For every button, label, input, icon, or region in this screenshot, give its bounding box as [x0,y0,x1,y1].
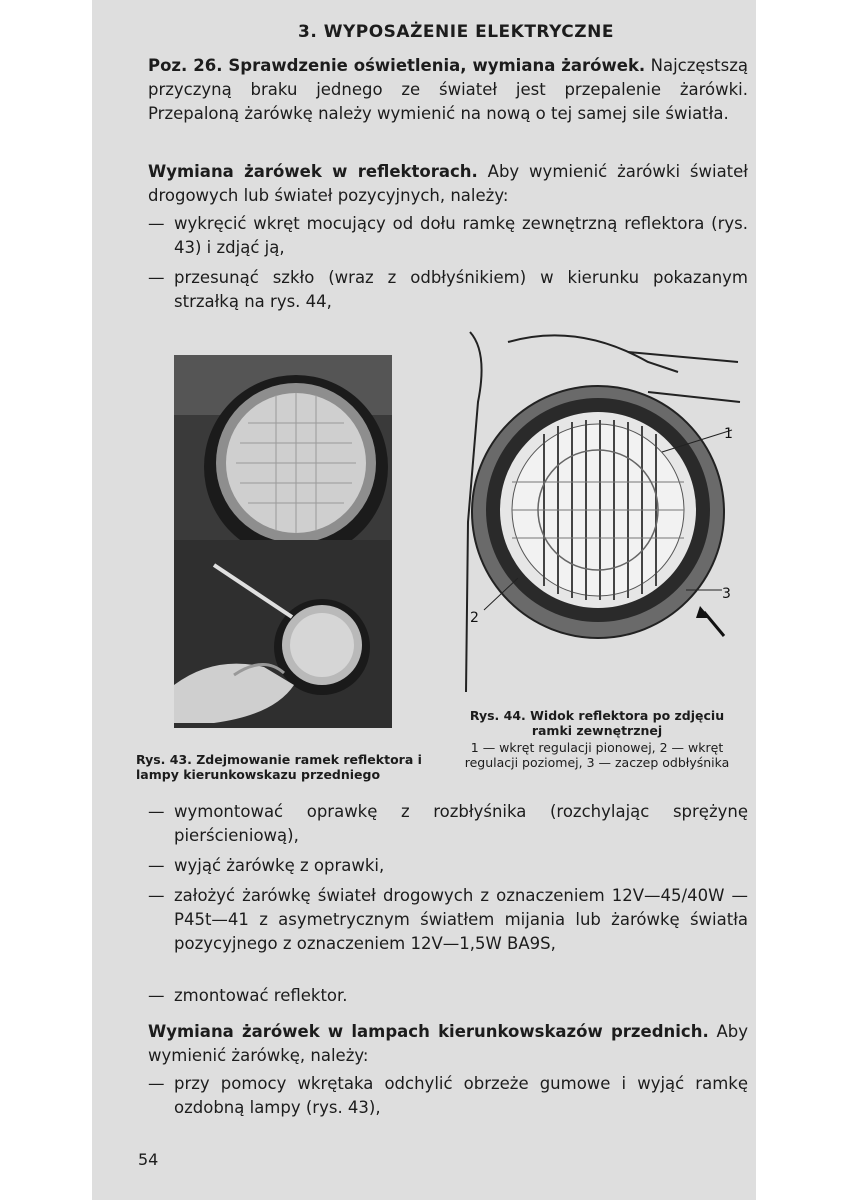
headlight-photo-illustration [174,355,392,728]
callout-label-3: 3 [722,586,731,602]
paragraph-text: Aby wymienić żarówkę, należy: [148,1022,748,1065]
paragraph-text: Aby wymienić żarówki świateł drogowych lub świateł pozycyjnych, należy: [148,162,748,205]
paragraph-lead: Poz. 26. Sprawdzenie oświetlenia, wymiana żarówek. [148,56,646,75]
list-item-text: wykręcić wkręt mocujący od dołu ramkę zewnętrzną reflektora (rys. 43) i zdjąć ją, [174,214,748,257]
list-dash: — [148,1074,165,1093]
paragraph-headlight-bulbs [148,160,748,208]
list-item-text: założyć żarówkę świateł drogowych z oznaczeniem 12V—45/40W — P45t—41 z asymetrycznym światłem mijania lub żarówkę światła pozycyjnego z oznaczeniem 12V—1,5W BA9S, [174,886,748,953]
list-dash: — [148,986,165,1005]
list-dash: — [148,856,165,875]
figure-44-drawing [448,322,748,692]
callout-label-1: 1 [724,426,733,442]
list-item [148,266,748,314]
list-dash: — [148,802,165,821]
callout-label-2: 2 [470,610,479,626]
headlight-drawing-illustration [448,322,748,692]
list-item-text: przy pomocy wkrętaka odchylić obrzeże gumowe i wyjąć ramkę ozdobną lampy (rys. 43), [174,1074,748,1117]
paragraph-lead: Wymiana żarówek w reflektorach. [148,162,478,181]
list-dash: — [148,886,165,905]
list-dash: — [148,214,165,233]
list-item [148,984,748,1008]
page-number: 54 [138,1150,159,1169]
list-dash: — [148,268,165,287]
paragraph-inspection [148,54,748,126]
list-item-text: wyjąć żarówkę z oprawki, [174,856,385,875]
figure-44-caption: Rys. 44. Widok reflektora po zdjęciu ramki zewnętrznej [469,708,725,738]
list-item [148,884,748,956]
list-item [148,212,748,260]
figure-43-photo [174,355,392,728]
list-item [148,854,748,878]
figure-44-legend: 1 — wkręt regulacji pionowej, 2 — wkręt regulacji poziomej, 3 — zaczep odbłyśnika [464,740,730,770]
list-item [148,1072,748,1120]
list-item-text: zmontować reflektor. [174,986,348,1005]
figure-43-caption: Rys. 43. Zdejmowanie ramek reflektora i lampy kierunkowskazu przedniego [136,752,422,782]
paragraph-lead: Wymiana żarówek w lampach kierunkowskazów przednich. [148,1022,709,1041]
list-item [148,800,748,848]
list-item-text: przesunąć szkło (wraz z odbłyśnikiem) w kierunku pokazanym strzałką na rys. 44, [174,268,748,311]
paragraph-indicator-bulbs [148,1020,748,1068]
list-item-text: wymontować oprawkę z rozbłyśnika (rozchylając sprężynę pierścieniową), [174,802,748,845]
paragraph-text: Najczęstszą przyczyną braku jednego ze świateł jest przepalenie żarówki. Przepaloną żarówkę należy wymienić na nową o tej samej sile światła. [148,56,748,123]
section-title: 3. WYPOSAŻENIE ELEKTRYCZNE [298,22,614,42]
